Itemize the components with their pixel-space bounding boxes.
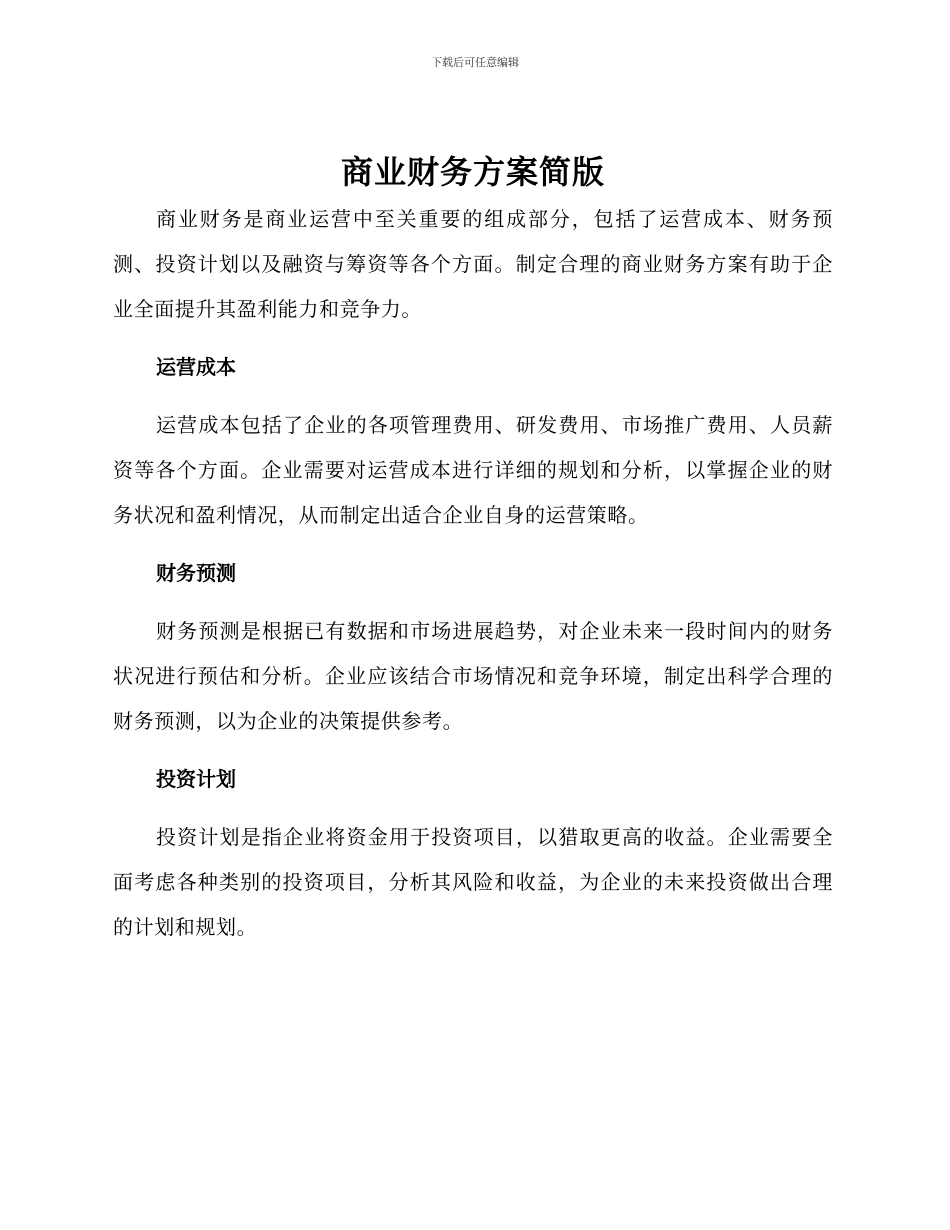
section-heading-operating-cost: 运营成本: [156, 355, 236, 379]
section-body-operating-cost: 运营成本包括了企业的各项管理费用、研发费用、市场推广费用、人员薪资等各个方面。企业需要对运营成本进行详细的规划和分析，以掌握企业的财务状况和盈利情况，从而制定出适合企业自身的运营策略。: [113, 413, 833, 527]
header-note: 下载后可任意编辑: [431, 56, 519, 69]
section-heading-financial-forecast: 财务预测: [156, 561, 236, 585]
document-body: [113, 150, 833, 950]
section-heading-investment-plan: 投资计划: [156, 767, 236, 791]
section-body-financial-forecast: 财务预测是根据已有数据和市场进展趋势，对企业未来一段时间内的财务状况进行预估和分析。企业应该结合市场情况和竞争环境，制定出科学合理的财务预测，以为企业的决策提供参考。: [113, 619, 833, 733]
section-body-investment-plan: 投资计划是指企业将资金用于投资项目，以猎取更高的收益。企业需要全面考虑各种类别的投资项目，分析其风险和收益，为企业的未来投资做出合理的计划和规划。: [113, 825, 833, 939]
document-title: 商业财务方案简版: [340, 153, 605, 191]
intro-paragraph: 商业财务是商业运营中至关重要的组成部分，包括了运营成本、财务预测、投资计划以及融资与筹资等各个方面。制定合理的商业财务方案有助于企业全面提升其盈利能力和竞争力。: [113, 207, 833, 321]
